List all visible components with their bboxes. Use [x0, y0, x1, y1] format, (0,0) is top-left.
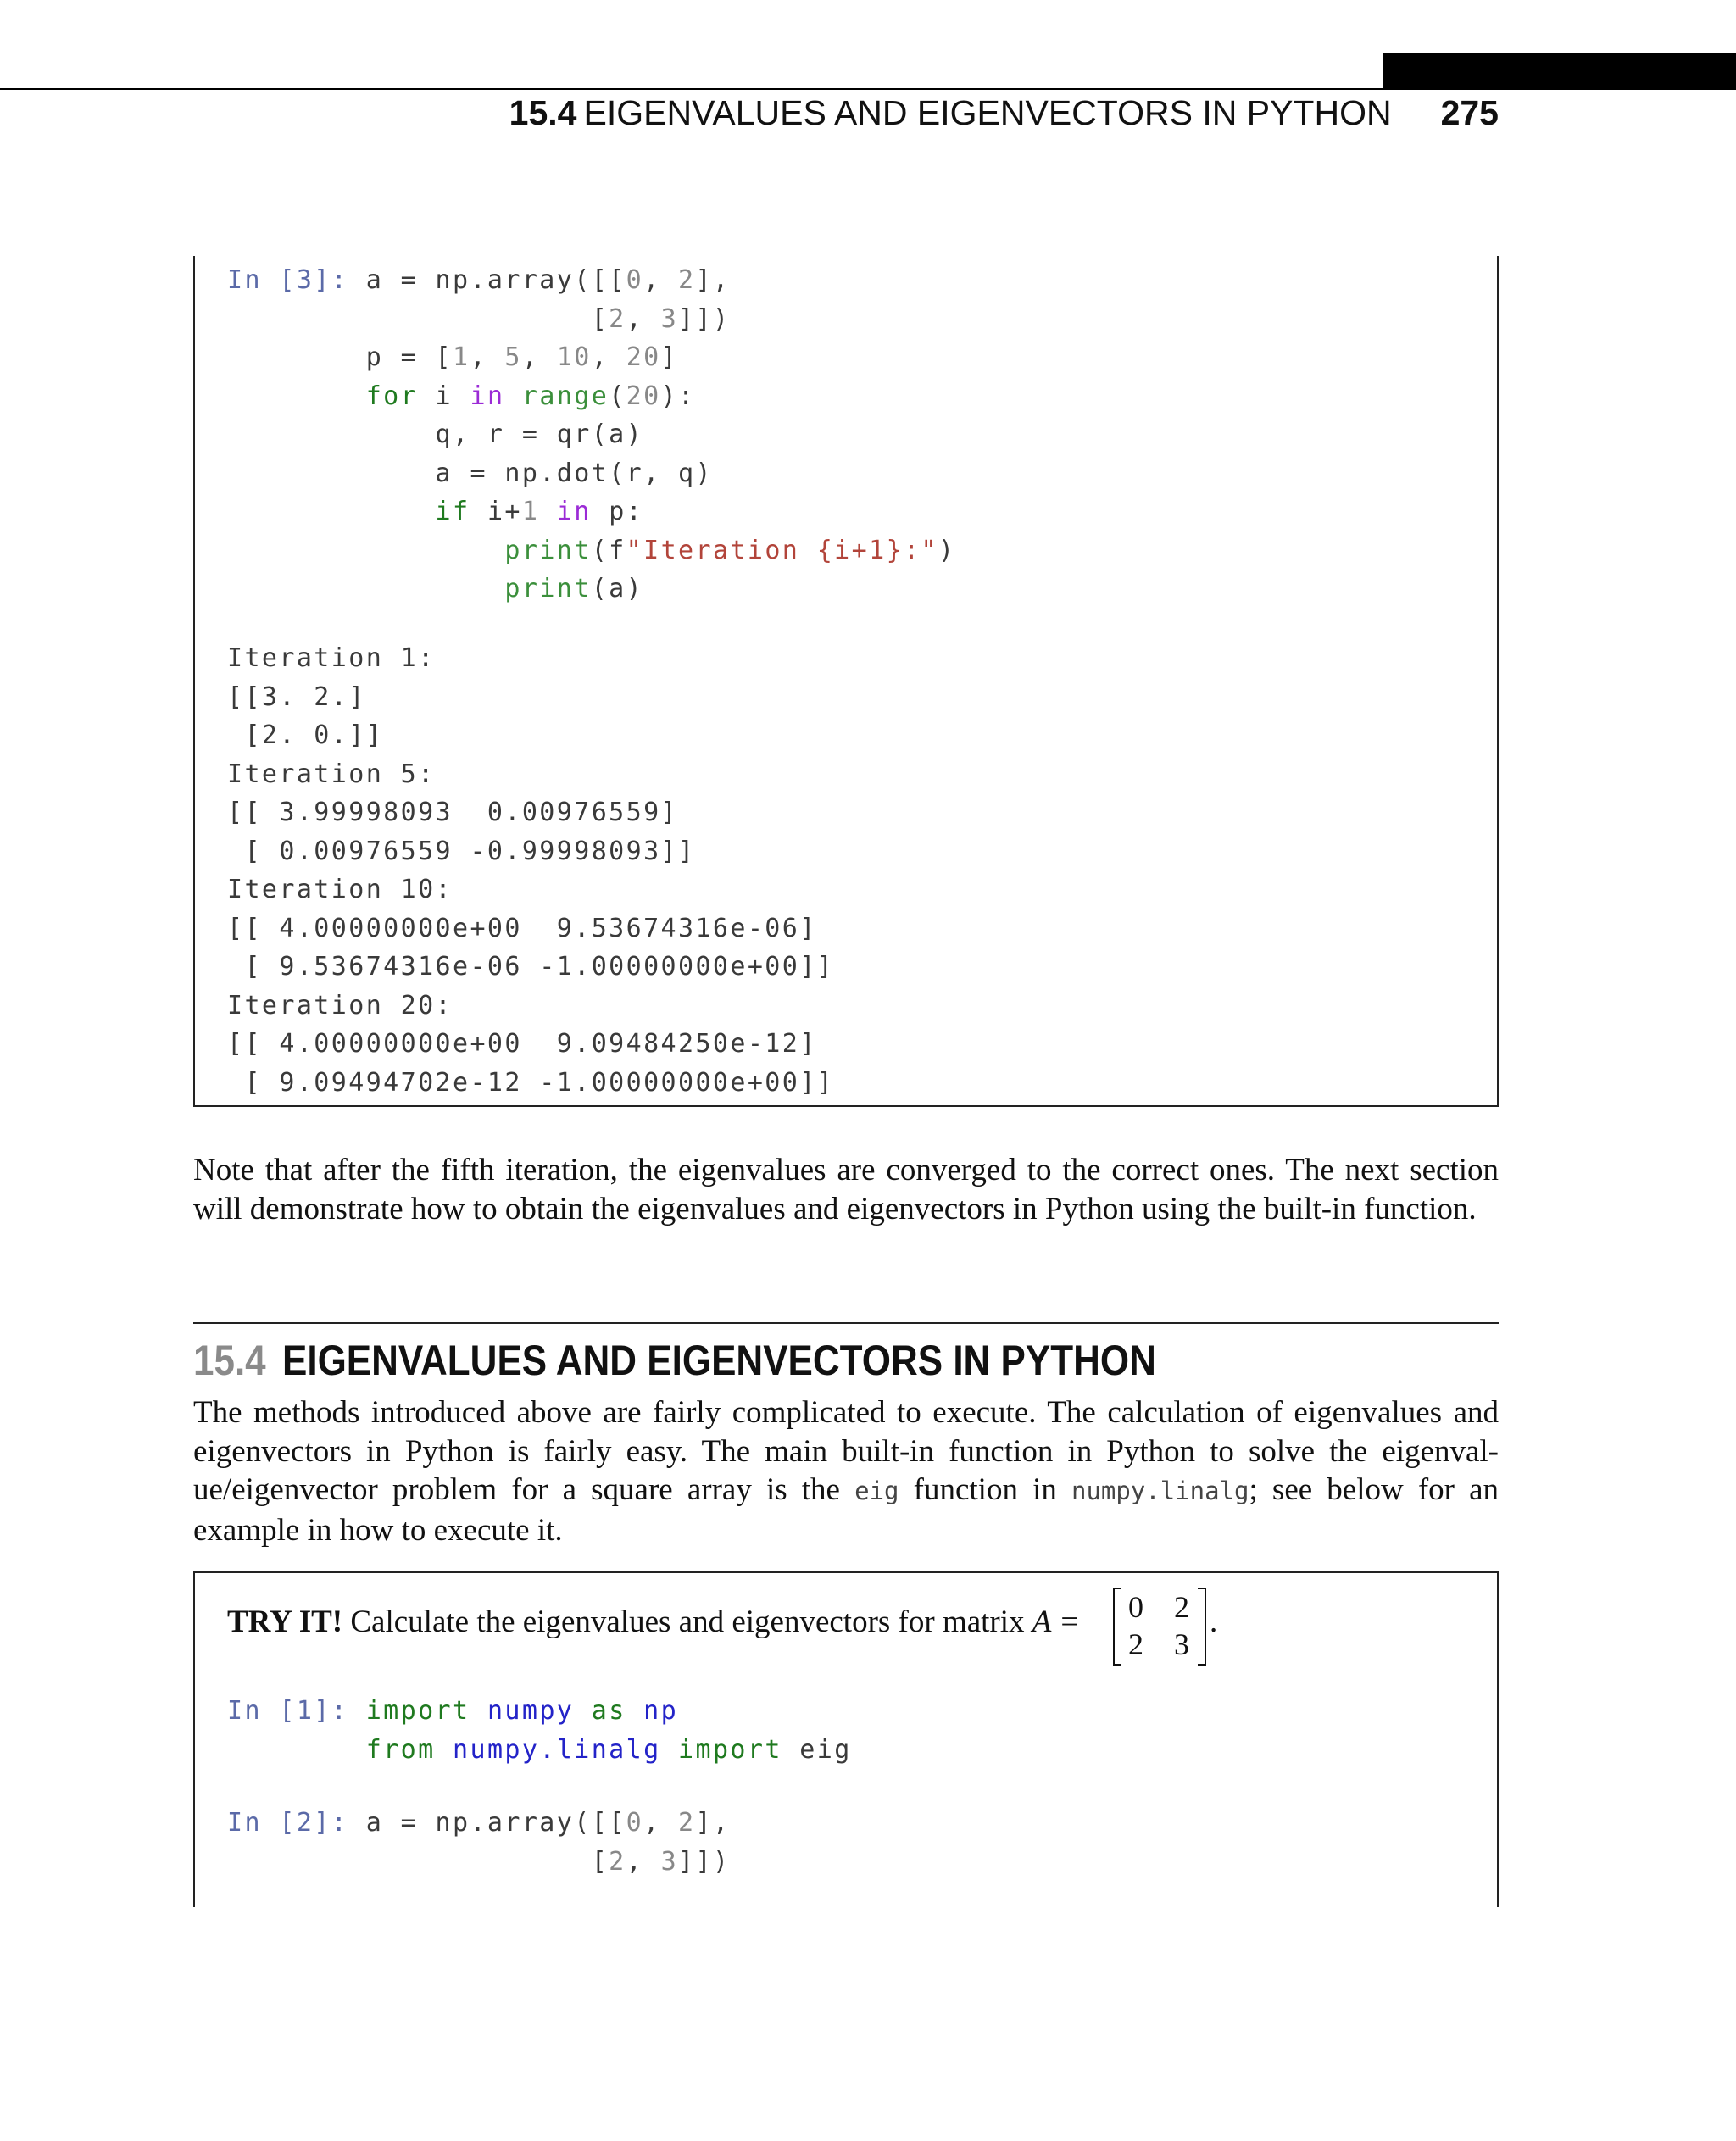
running-head-title: EIGENVALUES AND EIGENVECTORS IN PYTHON [583, 93, 1392, 132]
matrix-cell: 2 [1128, 1627, 1143, 1661]
code-prompt: In [3]: [227, 265, 349, 295]
output-line: [ 9.09494702e-12 -1.00000000e+00]] [227, 1067, 835, 1098]
section-title: EIGENVALUES AND EIGENVECTORS IN PYTHON [282, 1337, 1156, 1384]
module-name: numpy [487, 1696, 575, 1726]
output-line: [[ 4.00000000e+00 9.09484250e-12] [227, 1029, 817, 1059]
text-span: function in [913, 1472, 1057, 1507]
try-it-text: Calculate the eigenvalues and eigenvectors for matrix [350, 1604, 1025, 1639]
section-paragraph [193, 1393, 1499, 1549]
try-it-period: . [1210, 1604, 1218, 1639]
output-line: [[3. 2.] [227, 681, 366, 712]
alias-name: np [643, 1696, 679, 1726]
keyword: import [678, 1734, 782, 1765]
matrix-right-bracket [1198, 1588, 1206, 1666]
module-name: numpy.linalg [453, 1734, 661, 1765]
output-line: [2. 0.]] [227, 720, 384, 750]
section-heading [193, 1336, 1156, 1385]
page-number: 275 [1440, 93, 1499, 132]
code-cell-in3: In [3]: a = np.array([[0, 2], [2, 3]]) p = [1, 5, 10, 20] for i in range(20): q, r = qr(a) a = np.dot(r, q) if i+1 in p: print(f"Iteration {i+1}:") print(a) [227, 265, 956, 603]
try-it-line [227, 1604, 1080, 1640]
output-line: Iteration 1: [227, 643, 436, 673]
note-line-2: will demonstrate how to obtain the eigenvalues and eigenvectors in Python using the built-in function. [193, 1191, 1477, 1226]
section-line-4: example in how to execute it. [193, 1512, 563, 1548]
running-head-section-number: 15.4 [509, 93, 577, 132]
matrix-left-bracket [1113, 1588, 1121, 1666]
section-line-2: eigenvectors in Python is fairly easy. The main built-in function in Python to solve the eigenval- [193, 1433, 1499, 1469]
section-line-1: The methods introduced above are fairly complicated to execute. The calculation of eigenvalues and [193, 1395, 1499, 1430]
code-output-in3 [227, 639, 834, 1102]
code-cell-in2: In [2]: a = np.array([[0, 2], [2, 3]]) [227, 1808, 731, 1877]
keyword: import [365, 1696, 470, 1726]
header-rule [0, 88, 1736, 90]
matrix-A [1113, 1588, 1206, 1666]
output-line: [[ 3.99998093 0.00976559] [227, 798, 678, 827]
code-prompt: In [2]: [227, 1808, 349, 1838]
output-line: Iteration 5: [227, 759, 436, 789]
header-black-tab [1383, 53, 1736, 90]
inline-code-numpy-linalg: numpy.linalg [1071, 1476, 1249, 1505]
code-prompt: In [1]: [227, 1696, 349, 1726]
output-line: [[ 4.00000000e+00 9.53674316e-06] [227, 913, 817, 943]
section-number: 15.4 [193, 1337, 266, 1384]
matrix-var: A = [1032, 1604, 1080, 1639]
keyword: as [591, 1696, 626, 1726]
matrix-cell: 0 [1128, 1590, 1143, 1624]
inline-code-eig: eig [854, 1476, 899, 1505]
section-line-3 [193, 1471, 1499, 1511]
try-it-label: TRY IT! [227, 1604, 343, 1639]
text-span: ue/eigenvector problem for a square array is the [193, 1472, 840, 1507]
code-cell-in1 [227, 1692, 852, 1769]
running-head [509, 93, 1499, 133]
text-span: ; see below for an [1249, 1472, 1500, 1507]
section-rule [193, 1322, 1499, 1324]
output-line: Iteration 20: [227, 990, 453, 1020]
output-line: [ 0.00976559 -0.99998093]] [227, 836, 696, 866]
note-line-1: Note that after the fifth iteration, the eigenvalues are converged to the correct ones. The next section [193, 1153, 1499, 1187]
output-line: [ 9.53674316e-06 -1.00000000e+00]] [227, 952, 835, 982]
matrix-cell: 2 [1174, 1590, 1189, 1624]
matrix-cell: 3 [1174, 1627, 1189, 1661]
imported-name: eig [799, 1734, 852, 1765]
note-paragraph [193, 1151, 1499, 1228]
keyword: from [365, 1734, 436, 1765]
output-line: Iteration 10: [227, 875, 453, 904]
